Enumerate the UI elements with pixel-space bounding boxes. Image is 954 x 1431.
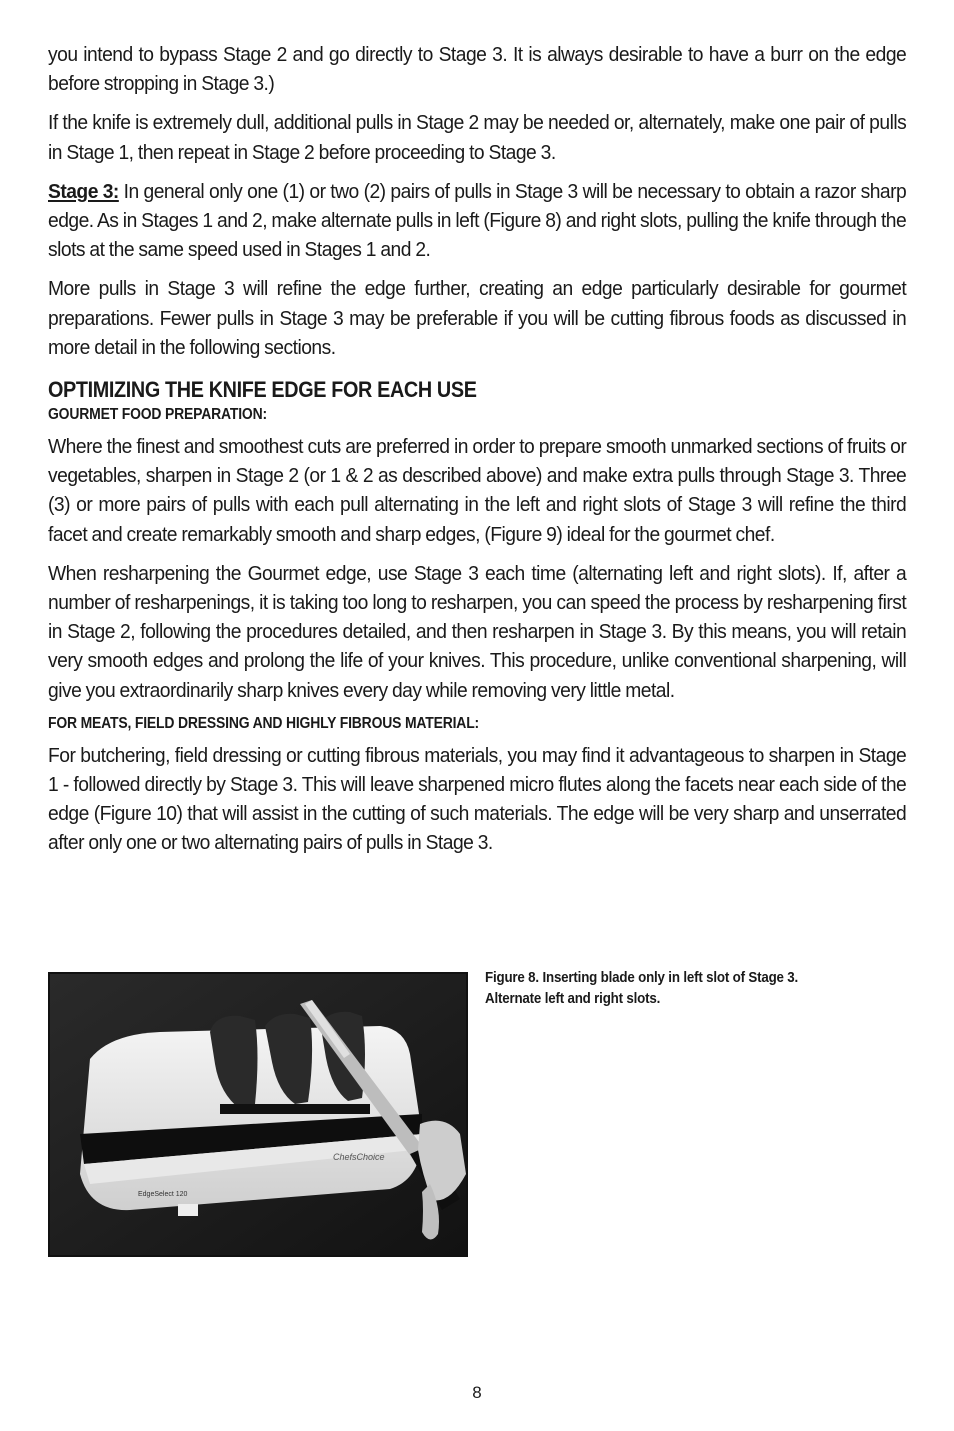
paragraph-gourmet-2: When resharpening the Gourmet edge, use Stage 3 each time (alternating left and right slots). If, after a number of resharpenings, it is taking too long to resharpen, you can speed the process by resharpening first in Stage 2, following the procedures detailed, and then resharpen in Stage 3. By this means, you will retain very smooth edges and prolong the life of your knives. This procedure, unlike conventional sharpening, will give you extraordinarily sharp knives every day while removing very little metal.	[48, 561, 907, 702]
meats-heading: FOR MEATS, FIELD DRESSING AND HIGHLY FIBROUS MATERIAL:	[48, 714, 480, 732]
paragraph-dull-knife: If the knife is extremely dull, additional pulls in Stage 2 may be needed or, alternately, make one pair of pulls in Stage 1, then repeat in Stage 2 before proceeding to Stage 3.	[48, 111, 907, 164]
paragraph-intro: you intend to bypass Stage 2 and go directly to Stage 3. It is always desirable to have a burr on the edge before stropping in Stage 3.)	[48, 43, 907, 96]
page-number: 8	[472, 1383, 482, 1402]
stage3-text: In general only one (1) or two (2) pairs of pulls in Stage 3 will be necessary to obtain a razor sharp edge. As in Stages 1 and 2, make alternate pulls in left (Figure 8) and right slots, pulling the knife through the slots at the same speed used in Stages 1 and 2.	[48, 179, 907, 262]
gourmet-heading: GOURMET FOOD PREPARATION:	[48, 406, 267, 424]
page-body	[48, 40, 906, 858]
paragraph-meats: For butchering, field dressing or cutting fibrous materials, you may find it advantageous to sharpen in Stage 1 - followed directly by Stage 3. This will leave sharpened micro flutes along the facets near each side of the edge (Figure 10) that will assist in the cutting of such materials. The edge will be very sharp and unserrated after only one or two alternating pairs of pulls in Stage 3.	[48, 743, 907, 855]
stage3-label: Stage 3:	[48, 179, 119, 203]
paragraph-stage3	[48, 177, 906, 265]
section-title: OPTIMIZING THE KNIFE EDGE FOR EACH USE	[48, 377, 477, 403]
paragraph-gourmet-1: Where the finest and smoothest cuts are preferred in order to prepare smooth unmarked sections of fruits or vegetables, sharpen in Stage 2 (or 1 & 2 as described above) and make extra pulls through Stage 3. Three (3) or more pairs of pulls with each pull alternating in the left and right slots of Stage 3 will refine the third facet and create remarkably smooth and sharp edges, (Figure 9) ideal for the gourmet chef.	[48, 435, 907, 546]
brand-label: ChefsChoice	[333, 1152, 385, 1162]
figure-caption-line1: Figure 8. Inserting blade only in left slot of Stage 3.	[485, 970, 799, 986]
figure-caption	[485, 968, 890, 1010]
paragraph-more-pulls: More pulls in Stage 3 will refine the edge further, creating an edge particularly desirable for gourmet preparations. Fewer pulls in Stage 3 may be preferable if you will be cutting fibrous foods as discussed in more detail in the following sections.	[48, 277, 907, 359]
model-label: EdgeSelect 120	[138, 1191, 188, 1198]
figure-8-photo	[48, 972, 468, 1257]
figure-caption-line2: Alternate left and right slots.	[485, 991, 661, 1007]
sharpener-illustration	[50, 974, 466, 1255]
